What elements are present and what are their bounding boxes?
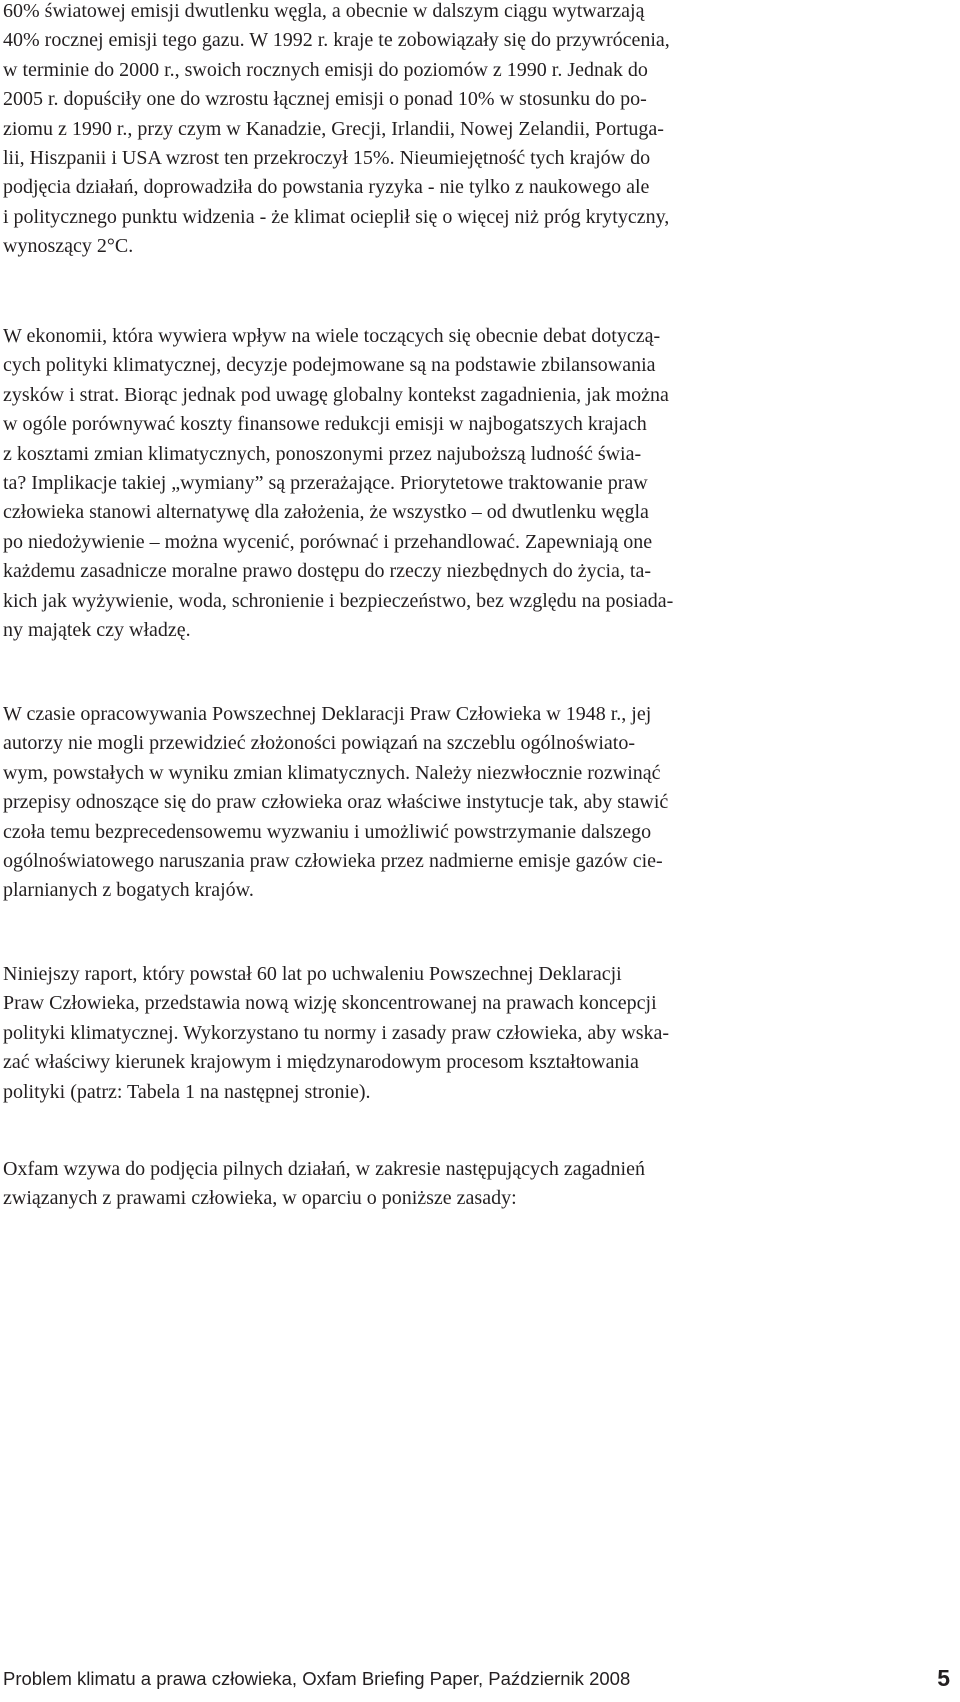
- text-line: w terminie do 2000 r., swoich rocznych emisji do poziomów z 1990 r. Jednak do: [3, 58, 648, 81]
- text-line: wynoszący 2°C.: [3, 235, 134, 258]
- text-line: z kosztami zmian klimatycznych, ponoszonymi przez najuboższą ludność świa-: [3, 442, 642, 465]
- text-line: Niniejszy raport, który powstał 60 lat po uchwaleniu Powszechnej Deklaracji: [3, 963, 622, 985]
- text-line: człowieka stanowi alternatywę dla założenia, że wszystko – od dwutlenku węgla: [3, 501, 649, 524]
- text-line: polityki (patrz: Tabela 1 na następnej stronie).: [3, 1080, 371, 1103]
- text-line: 40% rocznej emisji tego gazu. W 1992 r. kraje te zobowiązały się do przywrócenia,: [3, 29, 670, 52]
- text-line: związanych z prawami człowieka, w oparciu o poniższe zasady:: [3, 1187, 517, 1210]
- text-line: czoła temu bezprecedensowemu wyzwaniu i umożliwić powstrzymanie dalszego: [3, 820, 652, 843]
- text-line: Praw Człowieka, przedstawia nową wizję skoncentrowanej na prawach koncepcji: [3, 992, 657, 1015]
- text-line: zać właściwy kierunek krajowym i międzynarodowym procesom kształtowania: [3, 1051, 639, 1074]
- text-line: ogólnoświatowego naruszania praw człowieka przez nadmierne emisje gazów cie-: [3, 850, 663, 873]
- text-line: podjęcia działań, doprowadziła do powstania ryzyka - nie tylko z naukowego ale: [3, 176, 650, 199]
- text-line: lii, Hiszpanii i USA wzrost ten przekroczył 15%. Nieumiejętność tych krajów do: [3, 147, 651, 170]
- paragraph-oxfam-call: [3, 1155, 645, 1214]
- text-line: przepisy odnoszące się do praw człowieka oraz właściwe instytucje tak, aby stawić: [3, 791, 669, 814]
- footer-title: Problem klimatu a prawa człowieka, Oxfam Briefing Paper, Październik 2008: [3, 1668, 631, 1689]
- text-line: polityki klimatycznej. Wykorzystano tu normy i zasady praw człowieka, aby wska-: [3, 1021, 670, 1044]
- text-line: ny majątek czy władzę.: [3, 619, 191, 642]
- text-line: po niedożywienie – można wycenić, porównać i przehandlować. Zapewniają one: [3, 530, 653, 553]
- page-footer: [0, 1665, 950, 1692]
- text-line: każdemu zasadnicze moralne prawo dostępu do rzeczy niezbędnych do życia, ta-: [3, 560, 652, 583]
- text-line: plarnianych z bogatych krajów.: [3, 879, 254, 902]
- text-line: wym, powstałych w wyniku zmian klimatycznych. Należy niezwłocznie rozwinąć: [3, 761, 661, 784]
- text-line: W ekonomii, która wywiera wpływ na wiele toczących się obecnie debat dotyczą-: [3, 325, 661, 347]
- text-line: cych polityki klimatycznej, decyzje podejmowane są na podstawie zbilansowania: [3, 354, 656, 377]
- text-line: kich jak wyżywienie, woda, schronienie i bezpieczeństwo, bez względu na posiada-: [3, 589, 674, 612]
- text-line: Oxfam wzywa do podjęcia pilnych działań, w zakresie następujących zagadnień: [3, 1158, 645, 1180]
- page-number: 5: [937, 1665, 950, 1691]
- paragraph-report: [3, 960, 669, 1107]
- text-line: 2005 r. dopuściły one do wzrostu łącznej emisji o ponad 10% w stosunku do po-: [3, 88, 647, 111]
- text-line: W czasie opracowywania Powszechnej Deklaracji Praw Człowieka w 1948 r., jej: [3, 703, 652, 725]
- paragraph-declaration: [3, 700, 668, 906]
- text-line: ta? Implikacje takiej „wymiany” są przerażające. Priorytetowe traktowanie praw: [3, 472, 648, 495]
- text-line: w ogóle porównywać koszty finansowe redukcji emisji w najbogatszych krajach: [3, 413, 647, 436]
- paragraph-economics: [3, 322, 673, 645]
- text-line: zysków i strat. Biorąc jednak pod uwagę globalny kontekst zagadnienia, jak można: [3, 383, 669, 406]
- text-line: ziomu z 1990 r., przy czym w Kanadzie, Grecji, Irlandii, Nowej Zelandii, Portuga-: [3, 117, 664, 140]
- text-line: 60% światowej emisji dwutlenku węgla, a obecnie w dalszym ciągu wytwarzają: [3, 0, 645, 22]
- text-line: autorzy nie mogli przewidzieć złożoności powiązań na szczeblu ogólnoświato-: [3, 732, 635, 755]
- text-line: i politycznego punktu widzenia - że klimat ocieplił się o więcej niż próg krytyczny,: [3, 205, 670, 228]
- paragraph-emissions: [3, 0, 670, 262]
